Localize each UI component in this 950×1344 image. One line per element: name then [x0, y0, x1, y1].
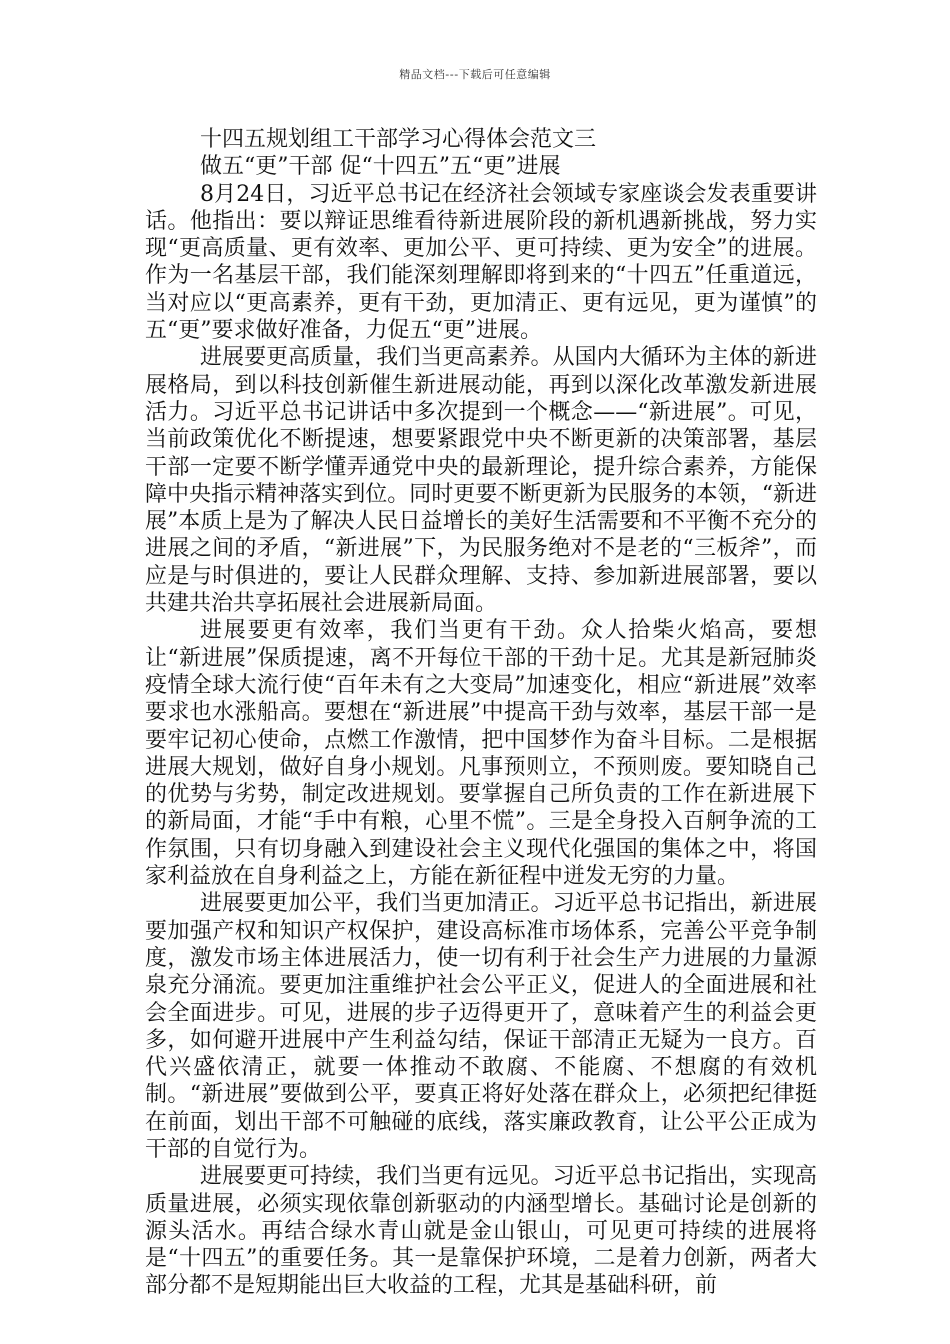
page-header: 精品文档---下载后可任意编辑: [399, 68, 551, 81]
document-body: [145, 126, 817, 1300]
paragraph-efficiency: 进展要更有效率，我们当更有干劲。众人拾柴火焰高，要想让“新进展”保质提速，离不开每位干部的干劲十足。尤其是新冠肺炎疫情全球大流行使“百年未有之大变局”加速变化，相应“新进展”效率要求也水涨船高。要想在“新进展”中提高干劲与效率，基层干部一是要牢记初心使命，点燃工作激情，把中国梦作为奋斗目标。二是根据进展大规划，做好自身小规划。凡事预则立，不预则废。要知晓自己的优势与劣势，制定改进规划。要掌握自己所负责的工作在新进展下的新局面，才能“手中有粮，心里不慌”。三是全身投入百舸争流的工作氛围，只有切身融入到建设社会主义现代化强国的集体之中，将国家利益放在自身利益之上，方能在新征程中迸发无穷的力量。: [145, 618, 817, 890]
paragraph-sustainability: 进展要更可持续，我们当更有远见。习近平总书记指出，实现高质量进展，必须实现依靠创新驱动的内涵型增长。基础讨论是创新的源头活水。再结合绿水青山就是金山银山，可见更可持续的进展将是“十四五”的重要任务。其一是靠保护环境，二是着力创新，两者大部分都不是短期能出巨大收益的工程，尤其是基础科研，前: [145, 1164, 817, 1299]
document-subtitle: 做五“更”干部 促“十四五”五“更”进展: [200, 154, 561, 180]
paragraph-fairness: 进展要更加公平，我们当更加清正。习近平总书记指出，新进展要加强产权和知识产权保护，建设高标准市场体系，完善公平竞争制度，激发市场主体进展活力，使一切有利于社会生产力进展的力量源泉充分涌流。要更加注重维护社会公平正义，促进人的全面进展和社会全面进步。可见，进展的步子迈得更开了，意味着产生的利益会更多，如何避开进展中产生利益勾结，保证干部清正无疑为一良方。百代兴盛依清正，就要一体推动不敢腐、不能腐、不想腐的有效机制。“新进展”要做到公平，要真正将好处落在群众上，必须把纪律挺在前面，划出干部不可触碰的底线，落实廉政教育，让公平公正成为干部的自觉行为。: [145, 891, 817, 1162]
paragraph-quality: 进展要更高质量，我们当更高素养。从国内大循环为主体的新进展格局，到以科技创新催生新进展动能，再到以深化改革激发新进展活力。习近平总书记讲话中多次提到一个概念——“新进展”。可见，当前政策优化不断提速，想要紧跟党中央不断更新的决策部署，基层干部一定要不断学懂弄通党中央的最新理论，提升综合素养，方能保障中央指示精神落实到位。同时更要不断更新为民服务的本领，“新进展”本质上是为了解决人民日益增长的美好生活需要和不平衡不充分的进展之间的矛盾，“新进展”下，为民服务绝对不是老的“三板斧”，而应是与时俱进的，要让人民群众理解、支持、参加新进展部署，要以共建共治共享拓展社会进展新局面。: [145, 345, 817, 617]
paragraph-intro: 8月24日，习近平总书记在经济社会领域专家座谈会发表重要讲话。他指出：要以辩证思维看待新进展阶段的新机遇新挑战，努力实现“更高质量、更有效率、更加公平、更可持续、更为安全”的进展。作为一名基层干部，我们能深刻理解即将到来的“十四五”任重道远，当对应以“更高素养，更有干劲，更加清正、更有远见，更为谨慎”的五“更”要求做好准备，力促五“更”进展。: [145, 181, 817, 344]
document-title: 十四五规划组工干部学习心得体会范文三: [200, 127, 597, 152]
